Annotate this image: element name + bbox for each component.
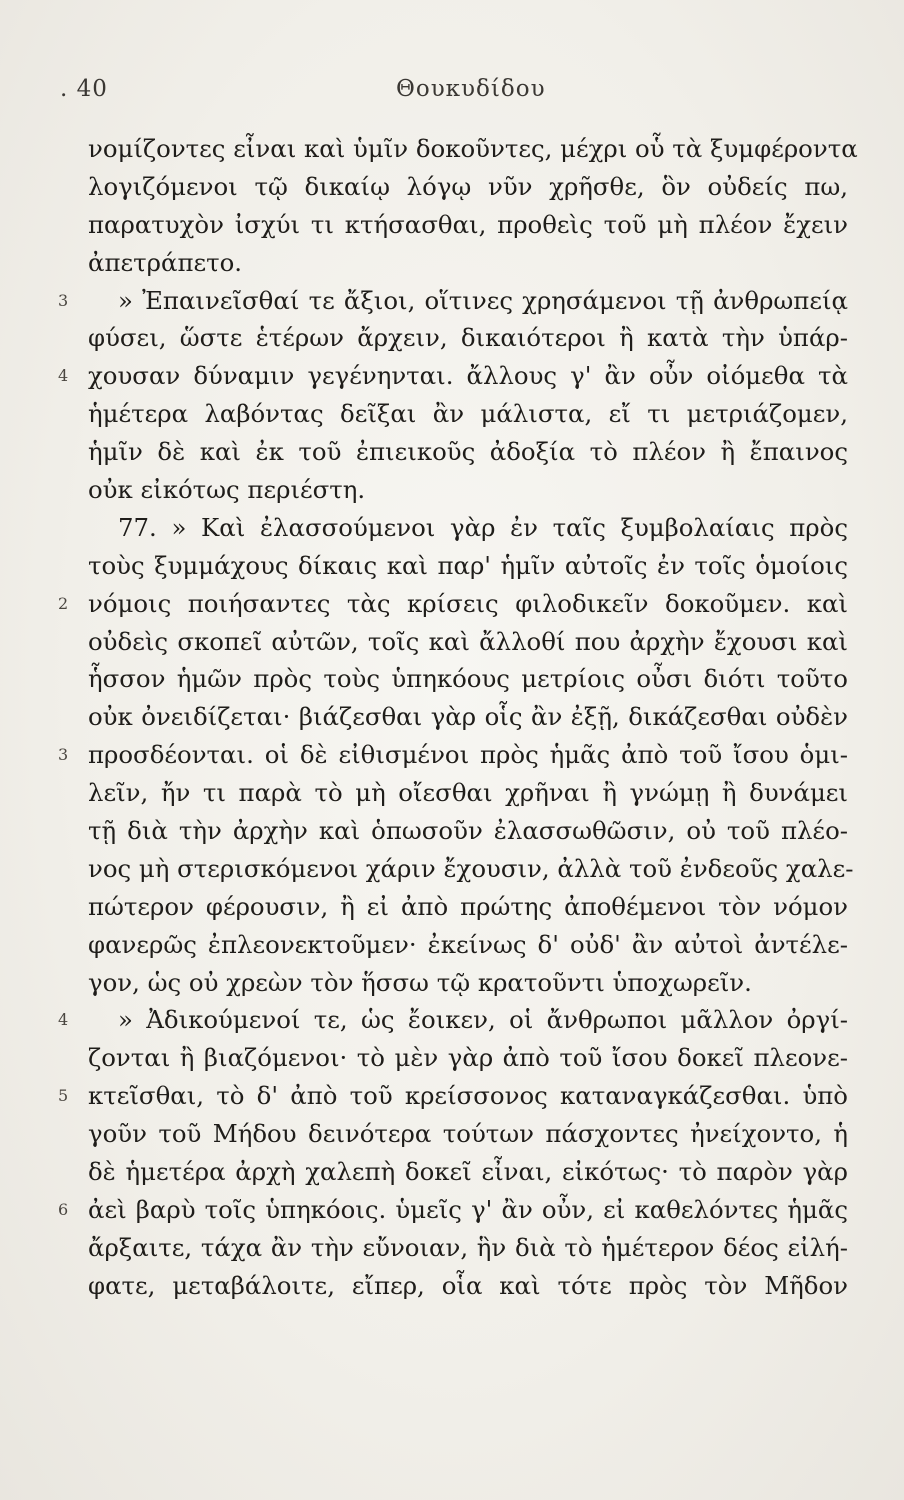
text-line [58,1191,848,1229]
line-text: οὐδεὶς σκοπεῖ αὐτῶν, τοῖς καὶ ἄλλοθί που ἀρχὴν ἔχουσι καὶ [88,626,848,656]
text-line [58,357,848,395]
line-text: πώτερον φέρουσιν, ἢ εἰ ἀπὸ πρώτης ἀποθέμενοι τὸν νόμον [88,891,848,921]
text-line [88,1267,848,1305]
text-line [88,206,848,244]
section-number: 2 [58,593,69,613]
line-text: ἀπετράπετο. [88,247,243,277]
line-text: νόμοις ποιήσαντες τὰς κρίσεις φιλοδικεῖν δοκοῦμεν. καὶ [88,588,848,618]
line-text: χουσαν δύναμιν γεγένηνται. ἄλλους γ' ἂν οὖν οἰόμεθα τὰ [88,361,848,391]
line-text: νος μὴ στερισκόμενοι χάριν ἔχουσιν, ἀλλὰ τοῦ ἐνδεοῦς χαλε- [88,853,854,883]
line-text: ἡμέτερα λαβόντας δεῖξαι ἂν μάλιστα, εἴ τι μετριάζομεν, [88,399,848,429]
text-line [58,1077,848,1115]
text-line [88,433,848,471]
text-line [58,736,848,774]
line-text: ἀεὶ βαρὺ τοῖς ὑπηκόοις. ὑμεῖς γ' ἂν οὖν, εἰ καθελόντες ἡμᾶς [88,1194,848,1224]
text-line [58,585,848,623]
page-header [0,76,904,116]
line-text: προσδέονται. οἱ δὲ εἰθισμένοι πρὸς ἡμᾶς ἀπὸ τοῦ ἴσου ὁμι- [88,740,848,770]
line-text: κτεῖσθαι, τὸ δ' ἀπὸ τοῦ κρείσσονος καταναγκάζεσθαι. ὑπὸ [88,1081,848,1111]
text-line [88,1039,848,1077]
text-line [88,964,848,1002]
text-line [58,1001,848,1039]
line-text: λογιζόμενοι τῷ δικαίῳ λόγῳ νῦν χρῆσθε, ὃν οὐδείς πω, [88,171,848,201]
line-text: οὐκ εἰκότως περιέστη. [88,475,366,505]
line-text: λεῖν, ἤν τι παρὰ τὸ μὴ οἴεσθαι χρῆναι ἢ γνώμῃ ἢ δυνάμει [88,778,848,808]
text-line [88,319,848,357]
section-number: 6 [58,1199,69,1219]
line-text: ἡμῖν δὲ καὶ ἐκ τοῦ ἐπιεικοῦς ἀδοξία τὸ πλέον ἢ ἔπαινος [88,437,848,467]
text-line [88,774,848,812]
text-line [88,471,848,509]
line-text: τοὺς ξυμμάχους δίκαις καὶ παρ' ἡμῖν αὐτοῖς ἐν τοῖς ὁμοίοις [88,550,848,580]
section-number: 5 [58,1086,69,1106]
text-line [88,1115,848,1153]
text-line [88,812,848,850]
text-line [88,130,858,168]
line-text: φανερῶς ἐπλεονεκτοῦμεν· ἐκείνως δ' οὐδ' ἂν αὐτοὶ ἀντέλε- [88,929,848,959]
text-line [88,698,848,736]
text-line [88,1153,848,1191]
text-line [88,660,848,698]
text-line [88,244,848,282]
section-number: 4 [58,1010,69,1030]
text-line [88,1229,848,1267]
text-line [88,509,848,547]
line-text: οὐκ ὀνειδίζεται· βιάζεσθαι γὰρ οἷς ἂν ἐξῇ, δικάζεσθαι οὐδὲν [88,702,848,732]
line-text: φατε, μεταβάλοιτε, εἴπερ, οἷα καὶ τότε πρὸς τὸν Μῆδον [88,1270,848,1300]
line-text: » Ἀδικούμενοί τε, ὡς ἔοικεν, οἱ ἄνθρωποι μᾶλλον ὀργί- [118,1005,848,1035]
section-number: 3 [58,745,69,765]
text-line [58,282,848,320]
text-line [88,888,848,926]
text-line [88,395,848,433]
text-line [88,547,848,585]
body-text [58,130,858,1305]
line-text: τῇ διὰ τὴν ἀρχὴν καὶ ὁπωσοῦν ἐλασσωθῶσιν, οὐ τοῦ πλέο- [88,816,848,846]
line-text: » Ἐπαινεῖσθαί τε ἄξιοι, οἵτινες χρησάμενοι τῇ ἀνθρωπείᾳ [118,285,848,315]
line-text: ἄρξαιτε, τάχα ἂν τὴν εὔνοιαν, ἣν διὰ τὸ ἡμέτερον δέος εἰλή- [88,1232,848,1262]
line-text: γον, ὡς οὐ χρεὼν τὸν ἥσσω τῷ κρατοῦντι ὑποχωρεῖν. [88,967,752,997]
line-text: ζονται ἢ βιαζόμενοι· τὸ μὲν γὰρ ἀπὸ τοῦ ἴσου δοκεῖ πλεονε- [88,1043,848,1073]
line-text: ἧσσον ἡμῶν πρὸς τοὺς ὑπηκόους μετρίοις οὖσι διότι τοῦτο [88,664,848,694]
text-line [88,623,848,661]
line-text: φύσει, ὥστε ἑτέρων ἄρχειν, δικαιότεροι ἢ κατὰ τὴν ὑπάρ- [88,323,848,353]
text-line [88,168,848,206]
line-text: γοῦν τοῦ Μήδου δεινότερα τούτων πάσχοντες ἠνείχοντο, ἡ [88,1119,848,1149]
line-text: νομίζοντες εἶναι καὶ ὑμῖν δοκοῦντες, μέχρι οὗ τὰ ξυμφέροντα [88,134,858,163]
line-text: 77. » Καὶ ἐλασσούμενοι γὰρ ἐν ταῖς ξυμβολαίαις πρὸς [118,512,848,542]
page-number: . 40 [60,76,108,102]
text-line [88,850,854,888]
text-line [88,926,848,964]
line-text: παρατυχὸν ἰσχύι τι κτήσασθαι, προθεὶς τοῦ μὴ πλέον ἔχειν [88,209,848,239]
section-number: 4 [58,366,69,386]
running-head: Θουκυδίδου [396,76,546,102]
section-number: 3 [58,290,69,310]
line-text: δὲ ἡμετέρα ἀρχὴ χαλεπὴ δοκεῖ εἶναι, εἰκότως· τὸ παρὸν γὰρ [88,1157,848,1187]
